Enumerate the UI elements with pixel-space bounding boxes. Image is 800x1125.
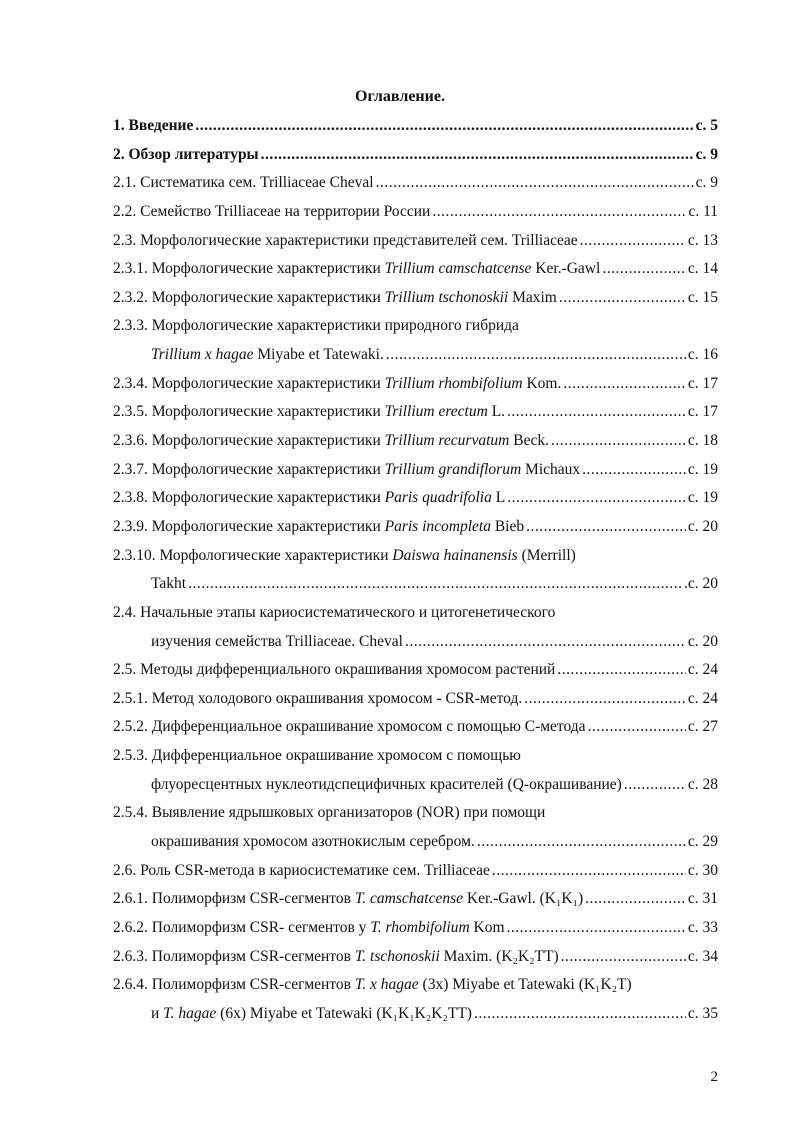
toc-entry: 2.3.9. Морфологические характеристики Paris incompleta Bieb ..... с. 20	[113, 513, 718, 542]
toc-entry-continuation: флуоресцентных нуклеотидспецифичных красителей (Q-окрашивание) ..... с. 28	[113, 771, 718, 800]
toc-entry: 2.3.8. Морфологические характеристики Paris quadrifolia L ..... с. 19	[113, 484, 718, 513]
toc-entry: 2.5.1. Метод холодового окрашивания хромосом - CSR-метод. ..... с. 24	[113, 685, 718, 714]
page-title: Оглавление.	[355, 88, 445, 105]
toc-entry: 2.3.5. Морфологические характеристики Trillium erectum L. ..... с. 17	[113, 398, 718, 427]
toc-entry-continuation: окрашивания хромосом азотнокислым серебром. ..... с. 29	[113, 828, 718, 857]
toc-entry-continuation: Takht ..... .с. 20	[113, 570, 718, 599]
toc-entry: 2.6.2. Полиморфизм CSR- сегментов у T. rhombifolium Kom ..... с. 33	[113, 914, 718, 943]
toc-entry-line: 2.5.3. Дифференциальное окрашивание хромосом с помощью	[113, 747, 521, 765]
toc-entry-line: 2.4. Начальные этапы кариосистематического и цитогенетического	[113, 603, 556, 621]
toc-entry: 2.3. Морфологические характеристики представителей сем. Trilliaceae ..... с. 13	[113, 227, 718, 256]
toc-entry-line: 2.6.4. Полиморфизм CSR-сегментов T. x hagae (3x) Miyabe et Tatewaki (K₁K₂T)	[113, 976, 632, 994]
toc-entry: 2.6. Роль CSR-метода в кариосистематике сем. Trilliaceae ..... с. 30	[113, 857, 718, 886]
toc-entry: 2. Обзор литературы ..... с. 9	[113, 141, 718, 170]
toc-entry: 1. Введение ..... с. 5	[113, 112, 718, 141]
toc-entry-line: 2.5.4. Выявление ядрышковых организаторов (NOR) при помощи	[113, 804, 546, 822]
toc-entry-continuation: изучения семейства Trilliaceae. Cheval ..... с. 20	[113, 628, 718, 657]
toc-entry: 2.3.1. Морфологические характеристики Trillium camschatcense Ker.-Gawl ..... с. 14	[113, 255, 718, 284]
toc-entry-continuation: и T. hagae (6x) Miyabe et Tatewaki (K₁K₁K₂K₂TT) ..... с. 35	[113, 1000, 718, 1029]
toc-entry: 2.2. Семейство Trilliaceae на территории России ..... с. 11	[113, 198, 718, 227]
toc-entry: 2.3.2. Морфологические характеристики Trillium tschonoskii Maxim ..... с. 15	[113, 284, 718, 313]
toc-entry: 2.5.2. Дифференциальное окрашивание хромосом с помощью С-метода ..... с. 27	[113, 713, 718, 742]
page-number: 2	[710, 1069, 718, 1085]
toc-entry-line: 2.3.3. Морфологические характеристики природного гибрида	[113, 317, 519, 335]
table-of-contents	[113, 112, 718, 1029]
toc-entry: 2.1. Систематика сем. Trilliaceae Cheval ..... с. 9	[113, 169, 718, 198]
toc-entry: 2.6.1. Полиморфизм CSR-сегментов T. camschatcense Ker.-Gawl. (K₁K₁) ..... с. 31	[113, 885, 718, 914]
toc-entry-continuation: Trillium x hagae Miyabe et Tatewaki. ..... с. 16	[113, 341, 718, 370]
toc-entry: 2.3.7. Морфологические характеристики Trillium grandiflorum Michaux ..... с. 19	[113, 456, 718, 485]
toc-entry: 2.5. Методы дифференциального окрашивания хромосом растений ..... с. 24	[113, 656, 718, 685]
toc-entry: 2.3.6. Морфологические характеристики Trillium recurvatum Beck. ..... с. 18	[113, 427, 718, 456]
toc-entry: 2.6.3. Полиморфизм CSR-сегментов T. tschonoskii Maxim. (K₂K₂TT) ..... с. 34	[113, 943, 718, 972]
toc-entry-line: 2.3.10. Морфологические характеристики Daiswa hainanensis (Merrill)	[113, 546, 576, 564]
toc-entry: 2.3.4. Морфологические характеристики Trillium rhombifolium Kom. ..... с. 17	[113, 370, 718, 399]
